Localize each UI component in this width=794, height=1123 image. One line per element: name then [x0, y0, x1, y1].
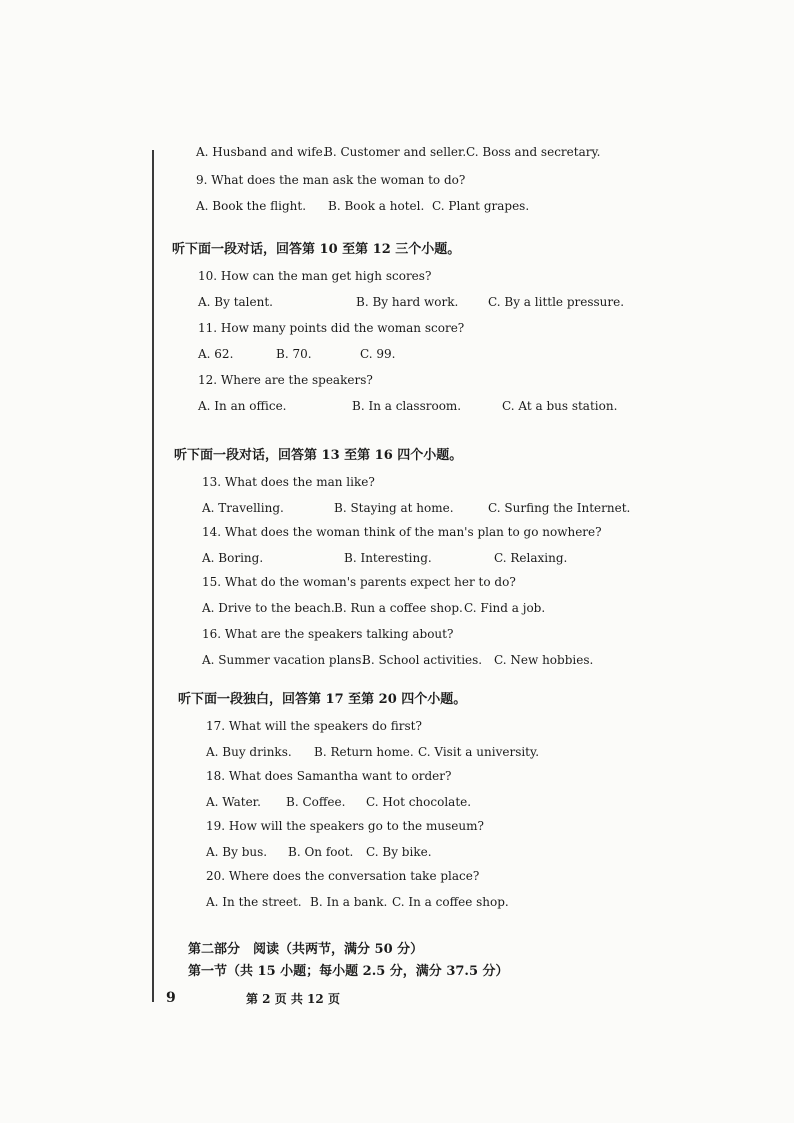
option-c: C. By bike. [366, 845, 432, 859]
option-a: A. Drive to the beach. [202, 601, 335, 615]
question-text: 15. What do the woman's parents expect her to do? [202, 575, 516, 589]
margin-page-number: 9 [166, 990, 176, 1006]
option-a: A. In the street. [206, 895, 302, 909]
option-b: B. Interesting. [344, 551, 432, 565]
option-a: A. Travelling. [202, 501, 284, 515]
question-text: 19. How will the speakers go to the museum? [206, 819, 484, 833]
option-b: B. In a bank. [310, 895, 388, 909]
section-heading-13-16 [174, 448, 462, 464]
option-c: C. New hobbies. [494, 653, 594, 667]
part-two-section-one-heading [188, 964, 509, 980]
section-heading-10-12 [172, 242, 460, 258]
section-heading-text: 听下面一段独白，回答第 17 至第 20 四个小题。 [178, 692, 467, 707]
question-13 [202, 474, 375, 490]
option-c: C. Boss and secretary. [466, 145, 601, 159]
question-17 [206, 718, 422, 734]
option-a: A. Boring. [202, 551, 264, 565]
option-c: C. Relaxing. [494, 551, 568, 565]
question-9 [196, 172, 465, 188]
option-b: B. Customer and seller. [324, 145, 467, 159]
section-heading-text: 第一节（共 15 小题；每小题 2.5 分，满分 37.5 分） [188, 964, 509, 979]
option-b: B. On foot. [288, 845, 354, 859]
option-c: C. Visit a university. [418, 745, 540, 759]
question-12 [198, 372, 373, 388]
question-10 [198, 268, 431, 284]
question-14 [202, 524, 602, 540]
question-text: 9. What does the man ask the woman to do? [196, 173, 466, 187]
option-a: A. Buy drinks. [206, 745, 292, 759]
question-text: 13. What does the man like? [202, 475, 375, 489]
option-c: C. Find a job. [464, 601, 546, 615]
question-19 [206, 818, 484, 834]
option-b: B. Return home. [314, 745, 414, 759]
option-b: B. Book a hotel. [328, 199, 425, 213]
page-label: 第 2 页 共 12 页 [246, 992, 340, 1006]
binding-margin-line [152, 150, 154, 1002]
question-text: 10. How can the man get high scores? [198, 269, 432, 283]
option-c: C. Surfing the Internet. [488, 501, 631, 515]
section-heading-text: 听下面一段对话，回答第 13 至第 16 四个小题。 [174, 448, 463, 463]
option-b: B. School activities. [362, 653, 483, 667]
option-c: C. In a coffee shop. [392, 895, 509, 909]
question-text: 17. What will the speakers do first? [206, 719, 422, 733]
option-c: C. At a bus station. [502, 399, 618, 413]
option-b: B. By hard work. [356, 295, 459, 309]
question-text: 11. How many points did the woman score? [198, 321, 465, 335]
option-c: C. 99. [360, 347, 396, 361]
question-20 [206, 868, 479, 884]
option-a: A. Husband and wife. [196, 145, 327, 159]
option-b: B. In a classroom. [352, 399, 462, 413]
question-text: 14. What does the woman think of the man's plan to go nowhere? [202, 525, 602, 539]
option-b: B. Run a coffee shop. [334, 601, 463, 615]
question-text: 18. What does Samantha want to order? [206, 769, 452, 783]
section-heading-17-20 [178, 692, 466, 708]
option-a: A. Summer vacation plans. [202, 653, 366, 667]
option-c: C. By a little pressure. [488, 295, 625, 309]
question-text: 20. Where does the conversation take place? [206, 869, 480, 883]
question-18 [206, 768, 451, 784]
option-b: B. Coffee. [286, 795, 346, 809]
question-16 [202, 626, 453, 642]
option-c: C. Plant grapes. [432, 199, 530, 213]
option-a: A. By bus. [206, 845, 268, 859]
option-a: A. By talent. [198, 295, 273, 309]
question-text: 12. Where are the speakers? [198, 373, 373, 387]
option-a: A. Book the flight. [196, 199, 307, 213]
option-c: C. Hot chocolate. [366, 795, 472, 809]
section-heading-text: 听下面一段对话，回答第 10 至第 12 三个小题。 [172, 242, 461, 257]
part-two-heading [188, 942, 423, 958]
question-11 [198, 320, 464, 336]
option-b: B. 70. [276, 347, 312, 361]
option-a: A. In an office. [198, 399, 287, 413]
part-heading-text: 第二部分 阅读（共两节，满分 50 分） [188, 942, 424, 957]
option-a: A. 62. [198, 347, 234, 361]
option-b: B. Staying at home. [334, 501, 454, 515]
option-a: A. Water. [206, 795, 261, 809]
question-15 [202, 574, 516, 590]
question-text: 16. What are the speakers talking about? [202, 627, 454, 641]
